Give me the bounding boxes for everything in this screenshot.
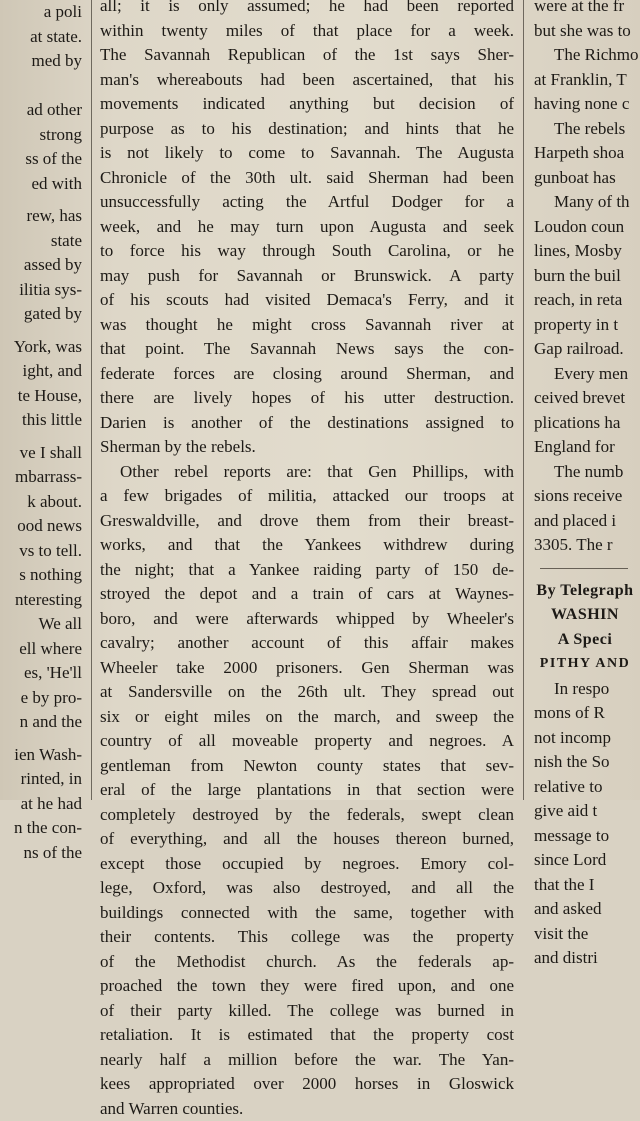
right-column-line: property in t	[530, 313, 640, 338]
article-line: Chronicle of the 30th ult. said Sherman had been	[98, 166, 516, 191]
section-heading: WASHIN	[530, 603, 640, 628]
article-line: of the Methodist church. As the federals ap-	[98, 950, 516, 975]
article-line: of their party killed. The college was burned in	[98, 999, 516, 1024]
right-column-line: The Richmo	[530, 43, 640, 68]
column-rule-right	[523, 0, 524, 800]
left-column-line: es, 'He'll	[0, 661, 84, 686]
column-rule-left	[91, 0, 92, 800]
article-line: cavalry; another account of this affair makes	[98, 631, 516, 656]
article-line: at Sandersville on the 26th ult. They spread out	[98, 680, 516, 705]
article-line: Greswaldville, and drove them from their breast-	[98, 509, 516, 534]
left-column-line: at state.	[0, 25, 84, 50]
left-column-line: rew, has	[0, 204, 84, 229]
article-line: buildings connected with the same, together with	[98, 901, 516, 926]
right-column-line: since Lord	[530, 848, 640, 873]
article-line: kees appropriated over 2000 horses in Gloswick	[98, 1072, 516, 1097]
right-column-line: give aid t	[530, 799, 640, 824]
right-column-line: In respo	[530, 677, 640, 702]
left-column-line: ilitia sys-	[0, 278, 84, 303]
article-line: man's whereabouts had been ascertained, that his	[98, 68, 516, 93]
right-column-line: Gap railroad.	[530, 337, 640, 362]
article-line: nearly half a million before the war. The Yan-	[98, 1048, 516, 1073]
article-line: is not likely to come to Savannah. The Augusta	[98, 141, 516, 166]
article-line: a few brigades of militia, attacked our troops at	[98, 484, 516, 509]
center-column	[98, 0, 516, 800]
right-column-line: mons of R	[530, 701, 640, 726]
right-column-line: Many of th	[530, 190, 640, 215]
left-column-line: assed by	[0, 253, 84, 278]
article-line: was thought he might cross Savannah river at	[98, 313, 516, 338]
section-divider	[540, 568, 628, 569]
left-column-line: k about.	[0, 490, 84, 515]
right-column-line: and placed i	[530, 509, 640, 534]
left-column-line: ss of the	[0, 147, 84, 172]
left-column-line: te House,	[0, 384, 84, 409]
right-column-line: The numb	[530, 460, 640, 485]
left-column-line: ien Wash-	[0, 743, 84, 768]
left-column-line: York, was	[0, 335, 84, 360]
right-column-line: Harpeth shoa	[530, 141, 640, 166]
left-column-line: ed with	[0, 172, 84, 197]
left-column-line: nteresting	[0, 588, 84, 613]
right-column-line: nish the So	[530, 750, 640, 775]
article-line: may push for Savannah or Brunswick. A party	[98, 264, 516, 289]
left-column-line: ad other	[0, 98, 84, 123]
article-line: purpose as to his destination; and hints that he	[98, 117, 516, 142]
article-line: within twenty miles of that place for a week.	[98, 19, 516, 44]
right-column-line: gunboat has	[530, 166, 640, 191]
right-column	[530, 0, 640, 800]
section-heading: By Telegraph	[530, 579, 640, 604]
right-column-line: The rebels	[530, 117, 640, 142]
right-column-line: not incomp	[530, 726, 640, 751]
article-line: proached the town they were fired upon, and one	[98, 974, 516, 999]
article-line: of his scouts had visited Demaca's Ferry, and it	[98, 288, 516, 313]
right-column-line: but she was to	[530, 19, 640, 44]
article-line: six or eight miles on the march, and sweep the	[98, 705, 516, 730]
paragraph-gap	[0, 735, 84, 743]
section-heading: PITHY AND	[530, 652, 640, 677]
right-column-line: Every men	[530, 362, 640, 387]
article-line: Wheeler take 2000 prisoners. Gen Sherman was	[98, 656, 516, 681]
paragraph-gap	[0, 196, 84, 204]
left-column-line: rinted, in	[0, 767, 84, 792]
article-line: that point. The Savannah News says the con-	[98, 337, 516, 362]
right-column-line: 3305. The r	[530, 533, 640, 558]
left-column-line: We all	[0, 612, 84, 637]
left-column-line: strong	[0, 123, 84, 148]
left-column-line: a poli	[0, 0, 84, 25]
right-column-line: burn the buil	[530, 264, 640, 289]
article-line: week, and he may turn upon Augusta and seek	[98, 215, 516, 240]
paragraph-gap	[0, 433, 84, 441]
article-line: Darien is another of the destinations assigned to	[98, 411, 516, 436]
right-column-line: England for	[530, 435, 640, 460]
left-column-line: ve I shall	[0, 441, 84, 466]
section-heading: A Speci	[530, 628, 640, 653]
article-line: gentleman from Newton county states that sev-	[98, 754, 516, 779]
left-column-line: ood news	[0, 514, 84, 539]
left-column-line: n and the	[0, 710, 84, 735]
article-line: lege, Oxford, was also destroyed, and all the	[98, 876, 516, 901]
left-column-line: ell where	[0, 637, 84, 662]
right-column-line: that the I	[530, 873, 640, 898]
article-line: eral of the large plantations in that section were	[98, 778, 516, 803]
article-line: boro, and were afterwards whipped by Wheeler's	[98, 607, 516, 632]
article-line: stroyed the depot and a train of cars at Waynes-	[98, 582, 516, 607]
right-column-line: relative to	[530, 775, 640, 800]
left-column	[0, 0, 84, 800]
left-column-line: at he had	[0, 792, 84, 817]
right-column-line: were at the fr	[530, 0, 640, 19]
left-column-line: gated by	[0, 302, 84, 327]
right-column-line: and asked	[530, 897, 640, 922]
article-line: The Savannah Republican of the 1st says Sher-	[98, 43, 516, 68]
article-line: except those occupied by negroes. Emory col-	[98, 852, 516, 877]
article-line: the night; that a Yankee raiding party of 150 de-	[98, 558, 516, 583]
right-column-line: having none c	[530, 92, 640, 117]
article-line: retaliation. It is estimated that the property cost	[98, 1023, 516, 1048]
right-column-line: message to	[530, 824, 640, 849]
article-line: there are lively hopes of his utter destruction.	[98, 386, 516, 411]
left-column-line: state	[0, 229, 84, 254]
article-line: works, and that the Yankees withdrew during	[98, 533, 516, 558]
right-column-line: reach, in reta	[530, 288, 640, 313]
paragraph-gap	[0, 327, 84, 335]
left-column-line: e by pro-	[0, 686, 84, 711]
article-line: unsuccessfully acting the Artful Dodger for a	[98, 190, 516, 215]
left-column-line: s nothing	[0, 563, 84, 588]
article-line: Other rebel reports are: that Gen Phillips, with	[98, 460, 516, 485]
left-column-line: med by	[0, 49, 84, 74]
article-line: their contents. This college was the property	[98, 925, 516, 950]
right-column-line: plications ha	[530, 411, 640, 436]
article-line: federate forces are closing around Sherman, and	[98, 362, 516, 387]
right-column-line: visit the	[530, 922, 640, 947]
article-line: movements indicated anything but decision of	[98, 92, 516, 117]
article-line: completely destroyed by the federals, swept clean	[98, 803, 516, 828]
article-line: Sherman by the rebels.	[98, 435, 516, 460]
right-column-line: at Franklin, T	[530, 68, 640, 93]
article-line: country of all moveable property and negroes. A	[98, 729, 516, 754]
left-column-line: vs to tell.	[0, 539, 84, 564]
article-line: and Warren counties.	[98, 1097, 516, 1121]
right-column-line: sions receive	[530, 484, 640, 509]
right-column-line: lines, Mosby	[530, 239, 640, 264]
left-column-line	[0, 74, 84, 99]
left-column-line: ns of the	[0, 841, 84, 866]
left-column-line: mbarrass-	[0, 465, 84, 490]
right-column-line: and distri	[530, 946, 640, 971]
right-column-line: Loudon coun	[530, 215, 640, 240]
left-column-line: ight, and	[0, 359, 84, 384]
right-column-line: ceived brevet	[530, 386, 640, 411]
left-column-line: this little	[0, 408, 84, 433]
left-column-line: n the con-	[0, 816, 84, 841]
article-line: to force his way through South Carolina, or he	[98, 239, 516, 264]
article-line: all; it is only assumed; he had been reported	[98, 0, 516, 19]
article-line: of everything, and all the houses thereon burned,	[98, 827, 516, 852]
